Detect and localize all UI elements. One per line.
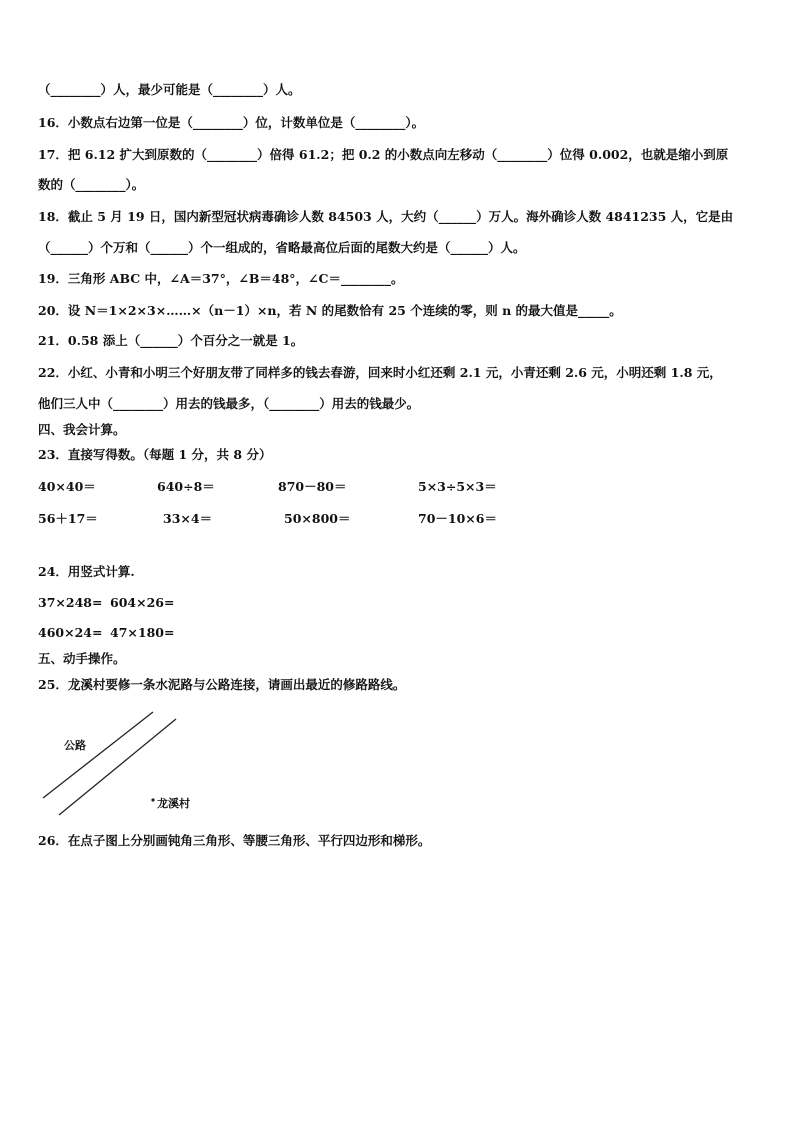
question-20: 20．设 N＝1×2×3×……×（n－1）×n，若 N 的尾数恰有 25 个连续的零，则 n 的最大值是_____。 xyxy=(38,303,622,318)
calc23-r2-c4: 70－10×6＝ xyxy=(418,511,497,526)
question-25: 25．龙溪村要修一条水泥路与公路连接，请画出最近的修路路线。 xyxy=(38,677,406,692)
question-19: 19．三角形 ABC 中，∠A＝37°，∠B＝48°，∠C＝________。 xyxy=(38,271,404,286)
village-label: 龙溪村 xyxy=(157,797,190,810)
village-point xyxy=(151,798,154,801)
section-4-heading: 四、我会计算。 xyxy=(38,422,126,437)
calc24-r1-c2: 604×26= xyxy=(110,595,175,610)
question-22-line2: 他们三人中（________）用去的钱最多，（________）用去的钱最少。 xyxy=(38,396,420,411)
road-line-1 xyxy=(43,712,153,798)
question-17-line2: 数的（________）。 xyxy=(38,177,145,192)
calc23-r2-c3: 50×800＝ xyxy=(284,511,351,526)
question-23: 23．直接写得数。（每题 1 分，共 8 分） xyxy=(38,447,272,462)
question-24: 24．用竖式计算. xyxy=(38,564,135,579)
calc23-r1-c2: 640÷8＝ xyxy=(157,479,215,494)
question-21: 21．0.58 添上（______）个百分之一就是 1。 xyxy=(38,333,304,348)
calc24-r2-c1: 460×24= xyxy=(38,625,103,640)
calc23-r1-c3: 870－80＝ xyxy=(278,479,347,494)
question-26: 26．在点子图上分别画钝角三角形、等腰三角形、平行四边形和梯形。 xyxy=(38,833,431,848)
section-5-heading: 五、动手操作。 xyxy=(38,651,126,666)
calc24-r1-c1: 37×248= xyxy=(38,595,103,610)
question-22-line1: 22．小红、小青和小明三个好朋友带了同样多的钱去春游，回来时小红还剩 2.1 元，小青还剩 2.6 元，小明还剩 1.8 元， xyxy=(38,365,722,380)
question-18-line2: （______）个万和（______）个一组成的，省略最高位后面的尾数大约是（______）人。 xyxy=(38,240,526,255)
question-16: 16．小数点右边第一位是（________）位，计数单位是（________）。 xyxy=(38,115,425,130)
calc23-r1-c4: 5×3÷5×3＝ xyxy=(418,479,497,494)
calc23-r1-c1: 40×40＝ xyxy=(38,479,96,494)
calc23-r2-c2: 33×4＝ xyxy=(163,511,213,526)
question-18-line1: 18．截止 5 月 19 日，国内新型冠状病毒确诊人数 84503 人，大约（______）万人。海外确诊人数 4841235 人，它是由 xyxy=(38,209,734,224)
line-q15-tail: （________）人，最少可能是（________）人。 xyxy=(38,82,301,97)
question-17-line1: 17．把 6.12 扩大到原数的（________）倍得 61.2；把 0.2 的小数点向左移动（________）位得 0.002，也就是缩小到原 xyxy=(38,147,729,162)
calc23-r2-c1: 56＋17＝ xyxy=(38,511,98,526)
calc24-r2-c2: 47×180= xyxy=(110,625,175,640)
road-label: 公路 xyxy=(64,739,86,752)
